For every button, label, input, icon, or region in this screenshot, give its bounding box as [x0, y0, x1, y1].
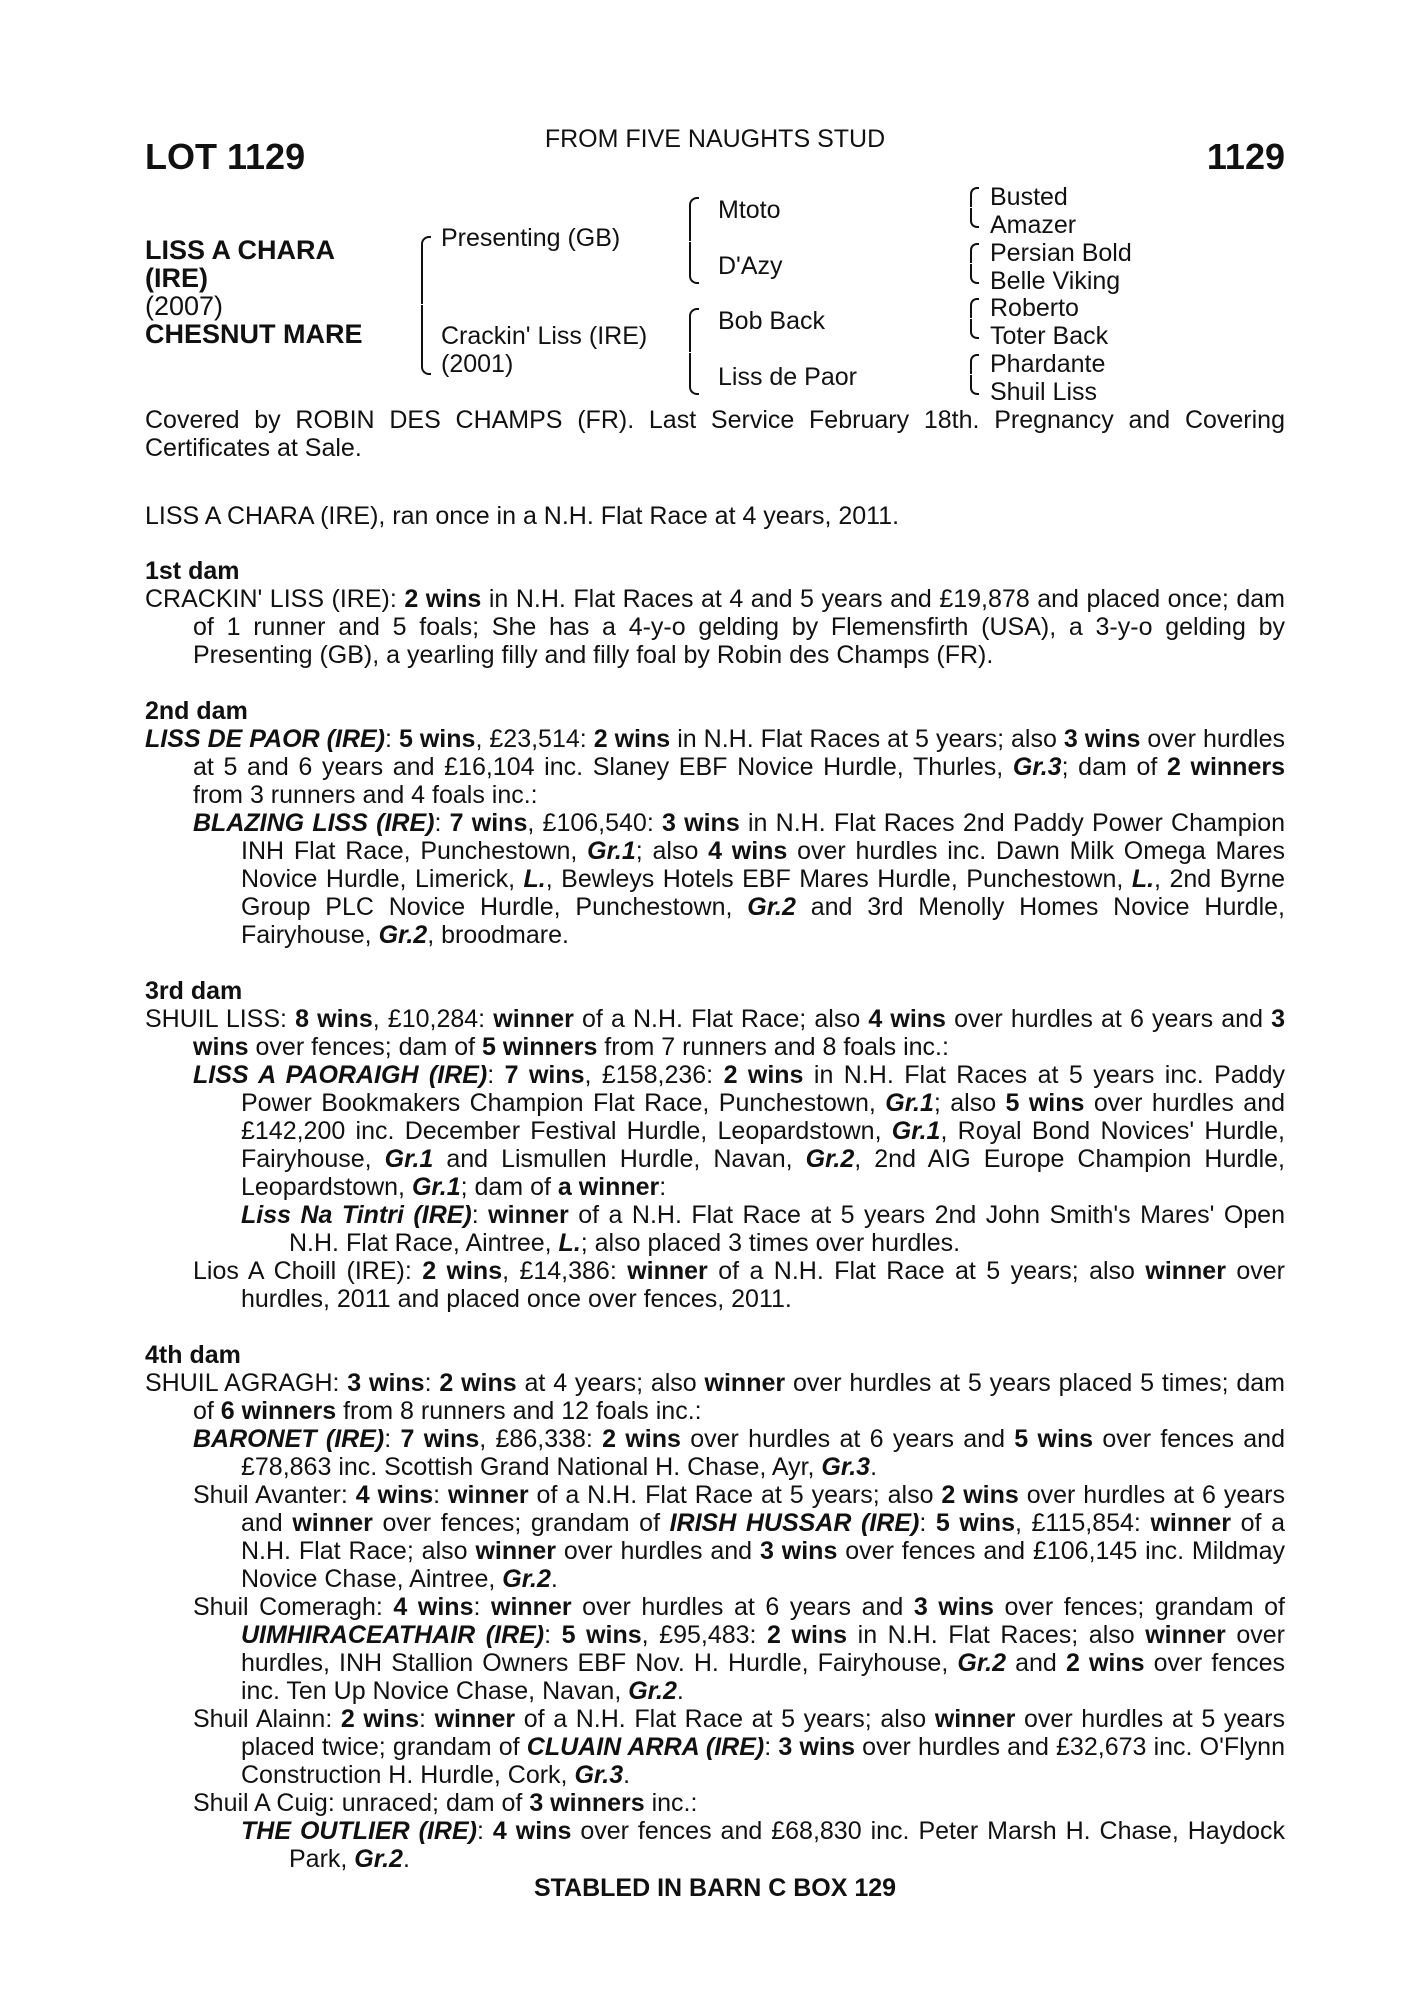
ggs-5: Roberto	[990, 294, 1079, 322]
fourth-dam-text: SHUIL AGRAGH: 3 wins: 2 wins at 4 years; also winner over hurdles at 5 years placed 5 times; dam of 6 winners from 8 runners and 12 foals inc.: BARONET (IRE): 7 wins, £86,338: 2 wins over hurdles at 6 years and 5 wins over fences and £78,863 inc. Scottish Grand National H. Chase, Ayr, Gr.3. Shuil Avanter: 4 wins: winner of a N.H. Flat Race at 5 years; also 2 wins over hurdles at 6 years and winner over fences; grandam of IRISH HUSSAR (IRE): 5 wins, £115,854: winner of a N.H. Flat Race; also winner over hurdles and 3 wins over fences and £106,145 inc. Mildmay Novice Chase, Aintree, Gr.2. Shuil Comeragh: 4 wins: winner over hurdles at 6 years and 3 wins over fences; grandam of UIMHIRACEATHAIR (IRE): 5 wins, £95,483: 2 wins in N.H. Flat Races; also winner over hurdles, INH Stallion Owners EBF Nov. H. Hurdle, Fairyhouse, Gr.2 and 2 wins over fences inc. Ten Up Novice Chase, Navan, Gr.2. Shuil Alainn: 2 wins: winner of a N.H. Flat Race at 5 years; also winner over hurdles at 5 years placed twice; grandam of CLUAIN ARRA (IRE): 3 wins over hurdles and £32,673 inc. O'Flynn Construction H. Hurdle, Cork, Gr.3. Shuil A Cuig: unraced; dam of 3 winners inc.: THE OUTLIER (IRE): 4 wins over fences and £68,830 inc. Peter Marsh H. Chase, Haydock Park, Gr.2.	[145, 1369, 1286, 1873]
stabling-footer: STABLED IN BARN C BOX 129	[533, 1874, 897, 1902]
brace	[421, 236, 431, 304]
granddam-2: Liss de Paor	[718, 363, 857, 391]
brace	[689, 242, 699, 284]
brace	[689, 308, 699, 352]
horse-sex: CHESNUT MARE	[145, 319, 363, 349]
dam-name: Crackin' Liss (IRE)	[441, 322, 648, 350]
third-dam-text: SHUIL LISS: 8 wins, £10,284: winner of a N.H. Flat Race; also 4 wins over hurdles at 6 years and 3 wins over fences; dam of 5 winners from 7 runners and 8 foals inc.: LISS A PAORAIGH (IRE): 7 wins, £158,236: 2 wins in N.H. Flat Races at 5 years inc. Paddy Power Bookmakers Champion Flat Race, Punchestown, Gr.1; also 5 wins over hurdles and £142,200 inc. December Festival Hurdle, Leopardstown, Gr.1, Royal Bond Novices' Hurdle, Fairyhouse, Gr.1 and Lismullen Hurdle, Navan, Gr.2, 2nd AIG Europe Champion Hurdle, Leopardstown, Gr.1; dam of a winner: Liss Na Tintri (IRE): winner of a N.H. Flat Race at 5 years 2nd John Smith's Mares' Open N.H. Flat Race, Aintree, L.; also placed 3 times over hurdles. Lios A Choill (IRE): 2 wins, £14,386: winner of a N.H. Flat Race at 5 years; also winner over hurdles, 2011 and placed once over fences, 2011.	[145, 1005, 1286, 1313]
ggs-7: Phardante	[990, 350, 1106, 378]
brace	[421, 305, 431, 375]
brace	[970, 319, 979, 339]
first-dam-heading: 1st dam	[145, 557, 240, 585]
lot-number: 1129	[1206, 136, 1285, 177]
brace	[970, 208, 979, 228]
dam-year: (2001)	[441, 350, 514, 378]
granddam-1: D'Azy	[718, 252, 783, 280]
sire-name: Presenting (GB)	[441, 224, 621, 252]
race-record: LISS A CHARA (IRE), ran once in a N.H. Flat Race at 4 years, 2011.	[145, 502, 900, 530]
third-dam-heading: 3rd dam	[145, 977, 243, 1005]
brace	[970, 264, 979, 284]
brace	[689, 353, 699, 395]
horse-year: (2007)	[145, 291, 224, 321]
first-dam-text: CRACKIN' LISS (IRE): 2 wins in N.H. Flat Races at 4 and 5 years and £19,878 and placed once; dam of 1 runner and 5 foals; She has a 4-y-o gelding by Flemensfirth (USA), a 3-y-o gelding by Presenting (GB), a yearling filly and filly foal by Robin des Champs (FR).	[145, 585, 1285, 669]
fourth-dam-heading: 4th dam	[145, 1341, 241, 1369]
grandsire-2: Bob Back	[718, 307, 826, 335]
brace	[970, 298, 979, 318]
second-dam-text: LISS DE PAOR (IRE): 5 wins, £23,514: 2 wins in N.H. Flat Races at 5 years; also 3 wins over hurdles at 5 and 6 years and £16,104 inc. Slaney EBF Novice Hurdle, Thurles, Gr.3; dam of 2 winners from 3 runners and 4 foals inc.: BLAZING LISS (IRE): 7 wins, £106,540: 3 wins in N.H. Flat Races 2nd Paddy Power Champion INH Flat Race, Punchestown, Gr.1; also 4 wins over hurdles inc. Dawn Milk Omega Mares Novice Hurdle, Limerick, L., Bewleys Hotels EBF Mares Hurdle, Punchestown, L., 2nd Byrne Group PLC Novice Hurdle, Punchestown, Gr.2 and 3rd Menolly Homes Novice Hurdle, Fairyhouse, Gr.2, broodmare.	[145, 725, 1286, 949]
horse-suffix: (IRE)	[145, 263, 208, 293]
brace	[970, 375, 979, 395]
brace	[970, 187, 979, 207]
ggs-8: Shuil Liss	[990, 378, 1097, 406]
second-dam-heading: 2nd dam	[145, 697, 248, 725]
grandsire-1: Mtoto	[718, 196, 781, 224]
brace	[970, 354, 979, 374]
brace	[689, 197, 699, 241]
ggs-3: Persian Bold	[990, 239, 1132, 267]
ggs-2: Amazer	[990, 211, 1077, 239]
horse-identity	[145, 236, 363, 348]
covering-note: Covered by ROBIN DES CHAMPS (FR). Last Service February 18th. Pregnancy and Covering Certificates at Sale.	[145, 406, 1285, 462]
ggs-1: Busted	[990, 183, 1068, 211]
brace	[970, 243, 979, 263]
consignor: FROM FIVE NAUGHTS STUD	[544, 125, 886, 153]
ggs-4: Belle Viking	[990, 267, 1121, 295]
lot-label: LOT 1129	[145, 136, 306, 177]
ggs-6: Toter Back	[990, 322, 1109, 350]
horse-name: LISS A CHARA	[145, 235, 336, 265]
